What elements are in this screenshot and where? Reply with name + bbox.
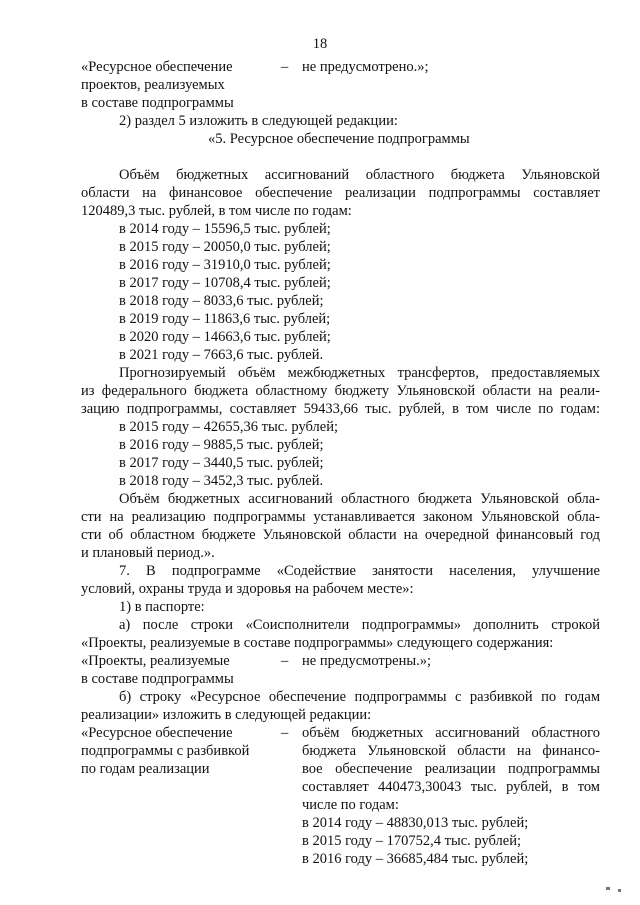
item-1: 1) в паспорте: xyxy=(119,599,205,615)
para3-line-2: сти на реализацию подпрограммы устанавливается законом Ульяновской обла- xyxy=(81,509,600,525)
block2-right: не предусмотрены.»; xyxy=(302,653,431,669)
block3-right-line-5: числе по годам: xyxy=(302,797,399,813)
years1-item: в 2016 году – 31910,0 тыс. рублей; xyxy=(119,257,331,273)
years2-item: в 2018 году – 3452,3 тыс. рублей. xyxy=(119,473,324,489)
block1-dash: – xyxy=(281,59,289,75)
para2-line-2: из федерального бюджета областному бюджету Ульяновской области на реали- xyxy=(81,383,600,399)
para5-line-2: «Проекты, реализуемые в составе подпрограммы» следующего содержания: xyxy=(81,635,554,651)
years1-item: в 2020 году – 14663,6 тыс. рублей; xyxy=(119,329,331,345)
scan-speck xyxy=(606,887,610,890)
years2-item: в 2015 году – 42655,36 тыс. рублей; xyxy=(119,419,339,435)
block1-left-line-2: проектов, реализуемых xyxy=(81,77,225,93)
block3-left-line-3: по годам реализации xyxy=(81,761,210,777)
para1-line-1: Объём бюджетных ассигнований областного бюджета Ульяновской xyxy=(119,167,600,183)
para4-line-1: 7. В подпрограмме «Содействие занятости населения, улучшение xyxy=(119,563,600,579)
years2-item: в 2016 году – 9885,5 тыс. рублей; xyxy=(119,437,324,453)
years1-item: в 2015 году – 20050,0 тыс. рублей; xyxy=(119,239,331,255)
para2-line-3: зацию подпрограммы, составляет 59433,66 тыс. рублей, в том числе по годам: xyxy=(81,401,600,417)
block1-left-line-1: «Ресурсное обеспечение xyxy=(81,59,233,75)
page-number: 18 xyxy=(312,36,328,52)
para2-line-1: Прогнозируемый объём межбюджетных трансфертов, предоставляемых xyxy=(119,365,600,381)
years1-item: в 2014 году – 15596,5 тыс. рублей; xyxy=(119,221,331,237)
para5-line-1: а) после строки «Соисполнители подпрограммы» дополнить строкой xyxy=(119,617,600,633)
block3-left-line-2: подпрограммы с разбивкой xyxy=(81,743,250,759)
block1-left-line-3: в составе подпрограммы xyxy=(81,95,234,111)
block3-right-line-3: вое обеспечение реализации подпрограммы xyxy=(302,761,600,777)
block3-right-line-1: объём бюджетных ассигнований областного xyxy=(302,725,600,741)
para3-line-4: и плановый период.». xyxy=(81,545,215,561)
para1-line-3: 120489,3 тыс. рублей, в том числе по годам: xyxy=(81,203,352,219)
para4-line-2: условий, охраны труда и здоровья на рабочем месте»: xyxy=(81,581,414,597)
para6-line-1: б) строку «Ресурсное обеспечение подпрограммы с разбивкой по годам xyxy=(119,689,600,705)
block3-left-line-1: «Ресурсное обеспечение xyxy=(81,725,233,741)
block3-year-item: в 2016 году – 36685,484 тыс. рублей; xyxy=(302,851,529,867)
block3-dash: – xyxy=(281,725,289,741)
block3-right-line-4: составляет 440473,30043 тыс. рублей, в том xyxy=(302,779,600,795)
block3-year-item: в 2015 году – 170752,4 тыс. рублей; xyxy=(302,833,522,849)
para6-line-2: реализации» изложить в следующей редакции: xyxy=(81,707,372,723)
item-2: 2) раздел 5 изложить в следующей редакции: xyxy=(119,113,398,129)
para3-line-3: сти об областном бюджете Ульяновской области на очередной финансовый год xyxy=(81,527,600,543)
years1-item: в 2017 году – 10708,4 тыс. рублей; xyxy=(119,275,331,291)
years1-item: в 2019 году – 11863,6 тыс. рублей; xyxy=(119,311,331,327)
section-title: «5. Ресурсное обеспечение подпрограммы xyxy=(208,131,470,147)
para1-line-2: области на финансовое обеспечение реализации подпрограммы составляет xyxy=(81,185,600,201)
para3-line-1: Объём бюджетных ассигнований областного бюджета Ульяновской обла- xyxy=(119,491,600,507)
block3-right-line-2: бюджета Ульяновской области на финансо- xyxy=(302,743,600,759)
block2-dash: – xyxy=(281,653,289,669)
block2-left-line-2: в составе подпрограммы xyxy=(81,671,234,687)
scan-speck xyxy=(618,889,621,892)
years1-item: в 2021 году – 7663,6 тыс. рублей. xyxy=(119,347,324,363)
years1-item: в 2018 году – 8033,6 тыс. рублей; xyxy=(119,293,324,309)
block2-left-line-1: «Проекты, реализуемые xyxy=(81,653,230,669)
block1-right: не предусмотрено.»; xyxy=(302,59,429,75)
block3-year-item: в 2014 году – 48830,013 тыс. рублей; xyxy=(302,815,529,831)
years2-item: в 2017 году – 3440,5 тыс. рублей; xyxy=(119,455,324,471)
